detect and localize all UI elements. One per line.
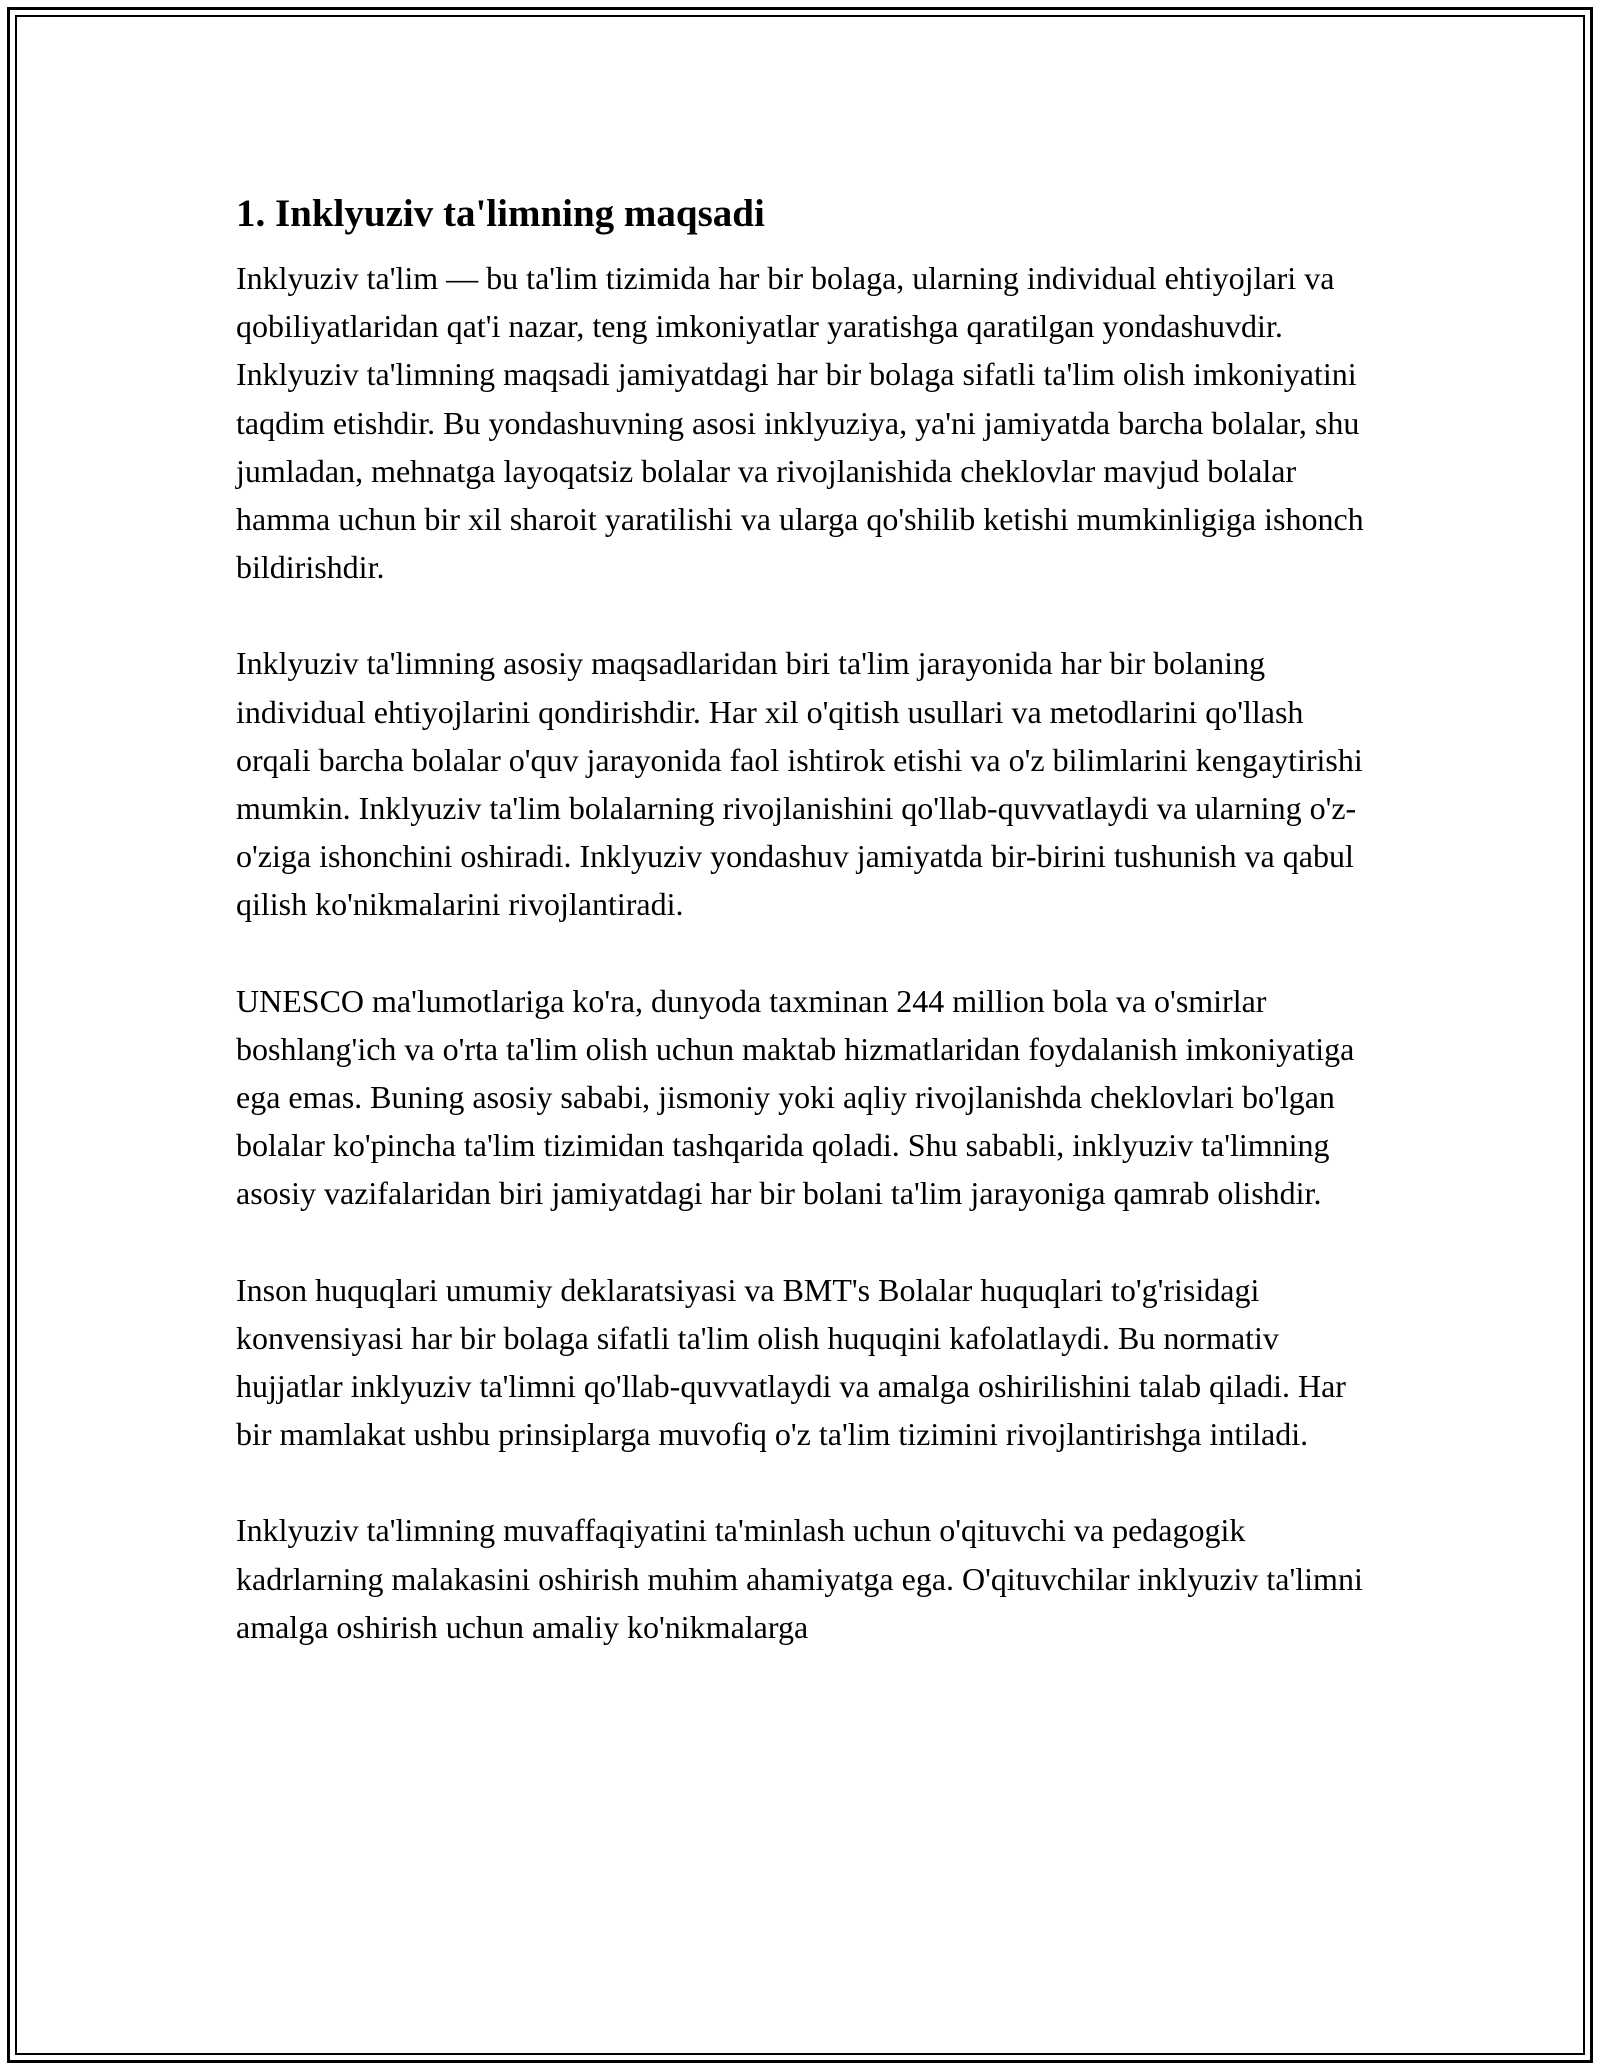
paragraph-1: Inklyuziv ta'lim — bu ta'lim tizimida har bir bolaga, ularning individual ehtiyojlari va qobiliyatlaridan qat'i nazar, teng imkoniyatlar yaratishga qaratilgan yondashuvdir. Inklyuziv ta'limning maqsadi jamiyatdagi har bir bolaga sifatli ta'lim olish imkoniyatini taqdim etishdir. Bu yondashuvning asosi inklyuziya, ya'ni jamiyatda barcha bolalar, shu jumladan, mehnatga layoqatsiz bolalar va rivojlanishida cheklovlar mavjud bolalar hamma uchun bir xil sharoit yaratilishi va ularga qo'shilib ketishi mumkinligiga ishonch bildirishdir. bbox=[236, 260, 1364, 586]
paragraph-5: Inklyuziv ta'limning muvaffaqiyatini ta'minlash uchun o'qituvchi va pedagogik kadrlarning malakasini oshirish muhim ahamiyatga ega. O'qituvchilar inklyuziv ta'limni amalga oshirish uchun amaliy ko'nikmalarga bbox=[236, 1512, 1363, 1645]
paragraph-3: UNESCO ma'lumotlariga ko'ra, dunyoda taxminan 244 million bola va o'smirlar boshlang'ich va o'rta ta'lim olish uchun maktab hizmatlaridan foydalanish imkoniyatiga ega emas. Buning asosiy sababi, jismoniy yoki aqliy rivojlanishda cheklovlari bo'lgan bolalar ko'pincha ta'lim tizimidan tashqarida qoladi. Shu sababli, inklyuziv ta'limning asosiy vazifalaridan biri jamiyatdagi har bir bolani ta'lim jarayoniga qamrab olishdir. bbox=[236, 982, 1355, 1212]
paragraph-2: Inklyuziv ta'limning asosiy maqsadlaridan biri ta'lim jarayonida har bir bolaning individual ehtiyojlarini qondirishdir. Har xil o'qitish usullari va metodlarini qo'llash orqali barcha bolalar o'quv jarayonida faol ishtirok etishi va o'z bilimlarini kengaytirishi mumkin. Inklyuziv ta'lim bolalarning rivojlanishini qo'llab-quvvatlaydi va ularning o'z-o'ziga ishonchini oshiradi. Inklyuziv yondashuv jamiyatda bir-birini tushunish va qabul qilish ko'nikmalarini rivojlantiradi. bbox=[236, 645, 1363, 923]
section-title: 1. Inklyuziv ta'limning maqsadi bbox=[236, 192, 765, 235]
paragraph-4: Inson huquqlari umumiy deklaratsiyasi va BMT's Bolalar huquqlari to'g'risidagi konvensiyasi har bir bolaga sifatli ta'lim olish huquqini kafolatlaydi. Bu normativ hujjatlar inklyuziv ta'limni qo'llab-quvvatlaydi va amalga oshirilishini talab qiladi. Har bir mamlakat ushbu prinsiplarga muvofiq o'z ta'lim tizimini rivojlantirishga intiladi. bbox=[236, 1271, 1346, 1453]
document-body bbox=[236, 188, 1376, 1699]
